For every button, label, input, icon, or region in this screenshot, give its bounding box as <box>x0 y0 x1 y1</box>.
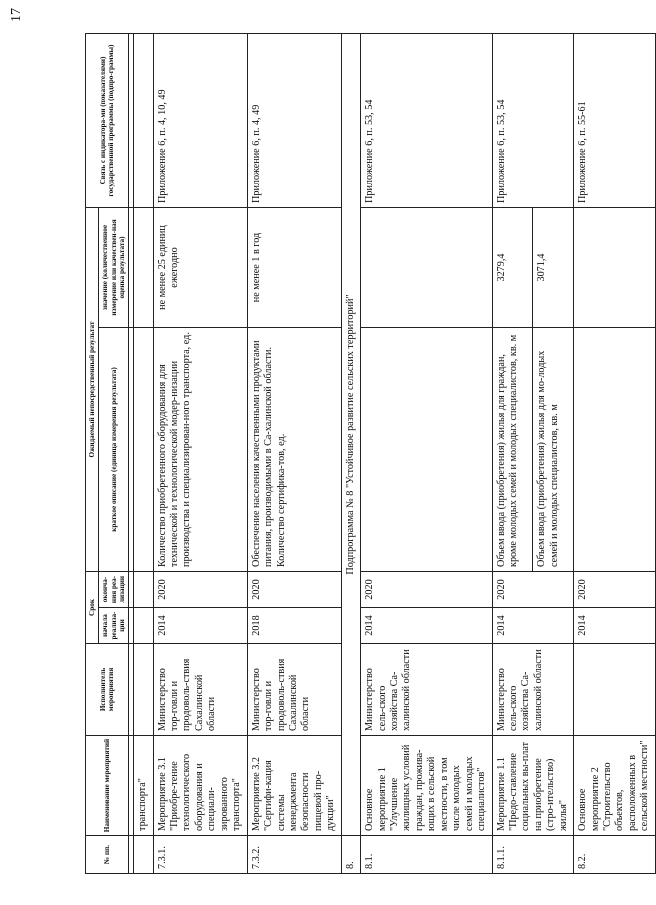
continuation-row <box>134 34 153 874</box>
header-value: значение (количественное измерение или качествен-ная оценка результата) <box>99 208 129 328</box>
table-row <box>492 34 533 874</box>
header-link: Связь с индикатора-ми (показателями) государственной программы (подпро-граммы) <box>86 34 129 208</box>
header-executor: Исполнитель мероприятия <box>86 644 129 736</box>
header-term-end: оконча-ния реа-лизации <box>99 572 129 608</box>
table-row <box>574 34 656 874</box>
row-executor: Министерство тор-говли и продоволь-ствия Сахалинской области <box>153 644 247 736</box>
measures-table <box>85 33 656 874</box>
row-name: Мероприятие 3.2 "Сертифи-кация системы менеджмента безопасности пищевой про-дукции" <box>247 736 341 836</box>
row-desc <box>574 328 656 572</box>
subprogram-title: Подпрограмма № 8 "Устойчивое развитие сельских территорий" <box>341 34 360 836</box>
subprogram-row <box>341 34 360 874</box>
row-end: 2020 <box>361 572 492 608</box>
header-short-desc: краткое описание (единица измерения результата) <box>99 328 129 572</box>
row-start: 2014 <box>361 608 492 644</box>
row-desc <box>361 328 492 572</box>
subprogram-num: 8. <box>341 836 360 874</box>
row-link: Приложение 6, п. 53, 54 <box>361 34 492 208</box>
row-start: 2014 <box>153 608 247 644</box>
row-executor: Министерство сель-ского хозяйства Са-халинской области <box>361 644 492 736</box>
row-value: 3279,4 <box>492 208 533 328</box>
row-value <box>574 208 656 328</box>
page-number: 17 <box>9 8 24 22</box>
table-row <box>361 34 492 874</box>
row-value <box>361 208 492 328</box>
row-name: Основное мероприятие 1 "Улучшение жилищных условий граждан, прожива-ющих в сельской местности, в том числе молодых семей и молодых специалистов" <box>361 736 492 836</box>
row-link: Приложение 6, п. 53, 54 <box>492 34 574 208</box>
row-start: 2014 <box>574 608 656 644</box>
row-num: 8.1. <box>361 836 492 874</box>
row-desc-2: Объем ввода (приобретения) жилья для мо-лодых семей и молодых специалистов, кв. м <box>533 328 574 572</box>
row-num: 8.1.1. <box>492 836 574 874</box>
row-end: 2020 <box>153 572 247 608</box>
row-executor <box>574 644 656 736</box>
row-end: 2020 <box>574 572 656 608</box>
row-start: 2018 <box>247 608 341 644</box>
header-expected: Ожидаемый непосредственный результат <box>86 208 99 572</box>
row-value: не менее 1 в год <box>247 208 341 328</box>
row-name: Основное мероприятие 2 "Строительство объектов, расположенных в сельской местности" <box>574 736 656 836</box>
table-row <box>247 34 341 874</box>
row-desc: Обеспечение населения качественными продуктами питания, производимыми в Са-халинской области. Количество сертифика-тов, ед. <box>247 328 341 572</box>
header-num: № пп. <box>86 836 129 874</box>
row-name: Мероприятие 1.1 "Предо-ставление социальных вы-плат на приобретение (стро-ительство) жилья" <box>492 736 574 836</box>
row-executor: Министерство сель-ского хозяйства Са-халинской области <box>492 644 574 736</box>
row-end: 2020 <box>492 572 574 608</box>
row-name: Мероприятие 3.1 "Приобре-тение технологического оборудования и специали-зированного транспорта" <box>153 736 247 836</box>
row-num: 8.2. <box>574 836 656 874</box>
header-name: Наименование мероприятий <box>86 736 129 836</box>
row-link: Приложение 6, п. 4, 10, 49 <box>153 34 247 208</box>
row-link: Приложение 6, п. 55-61 <box>574 34 656 208</box>
row-num: 7.3.2. <box>247 836 341 874</box>
rotated-table-sheet <box>85 34 651 874</box>
header-term-start: начала реализа-ции <box>99 608 129 644</box>
continuation-name: транспорта" <box>134 736 153 836</box>
header-term: Срок <box>86 572 99 644</box>
row-value: не менее 25 единиц ежегодно <box>153 208 247 328</box>
row-value-2: 3071,4 <box>533 208 574 328</box>
row-num: 7.3.1. <box>153 836 247 874</box>
row-executor: Министерство тор-говли и продоволь-ствия Сахалинской области <box>247 644 341 736</box>
row-link: Приложение 6, п. 4, 49 <box>247 34 341 208</box>
row-desc: Объем ввода (приобретения) жилья для граждан, кроме молодых семей и молодых специалистов, кв. м <box>492 328 533 572</box>
row-end: 2020 <box>247 572 341 608</box>
table-row <box>153 34 247 874</box>
row-desc: Количество приобретенного оборудования для технической и технологической модер-низации производства и специализирован-ного транспорта, ед. <box>153 328 247 572</box>
row-start: 2014 <box>492 608 574 644</box>
